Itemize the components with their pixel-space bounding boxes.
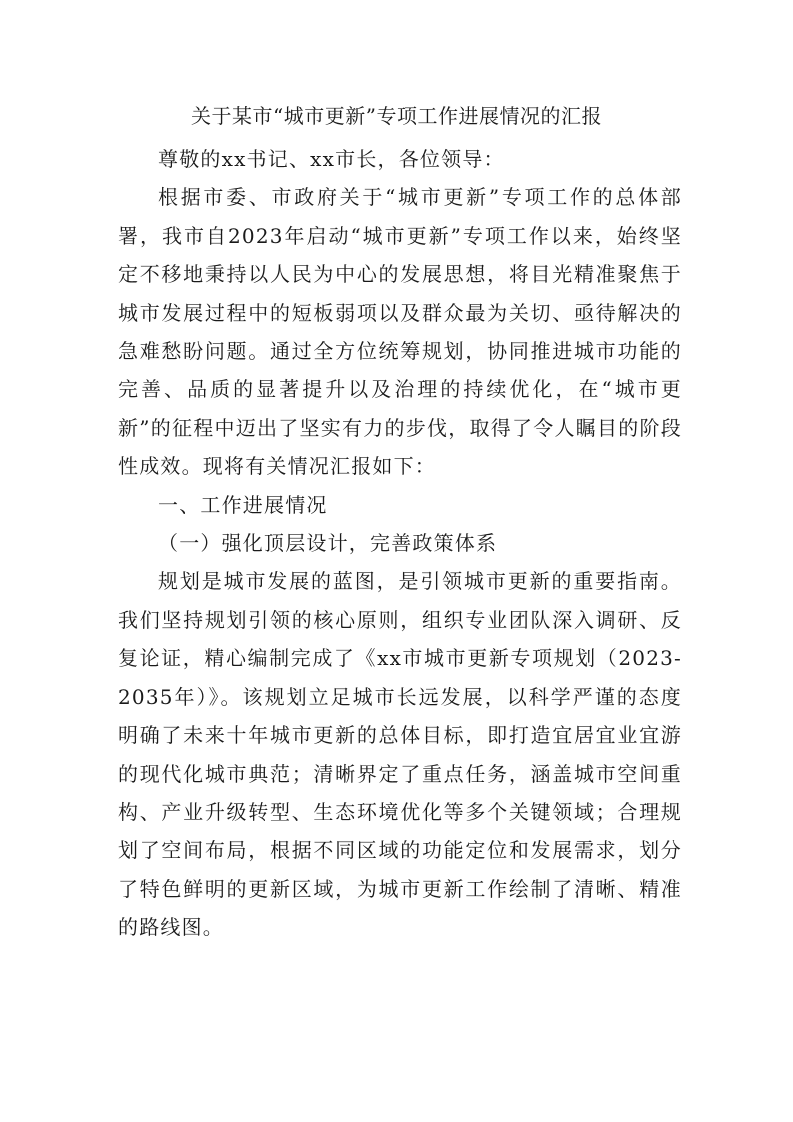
document-body [118,140,682,947]
body-paragraph: 规划是城市发展的蓝图，是引领城市更新的重要指南。我们坚持规划引领的核心原则，组织专业团队深入调研、反复论证，精心编制完成了《xx市城市更新专项规划（2023-2035年）》。该规划立足城市长远发展，以科学严谨的态度明确了未来十年城市更新的总体目标，即打造宜居宜业宜游的现代化城市典范；清晰界定了重点任务，涵盖城市空间重构、产业升级转型、生态环境优化等多个关键领域；合理规划了空间布局，根据不同区域的功能定位和发展需求，划分了特色鲜明的更新区域，为城市更新工作绘制了清晰、精准的路线图。 [118,569,682,940]
document-title: 关于某市“城市更新”专项工作进展情况的汇报 [191,104,602,128]
intro-paragraph: 根据市委、市政府关于“城市更新”专项工作的总体部署，我市自2023年启动“城市更新”专项工作以来，始终坚定不移地秉持以人民为中心的发展思想，将目光精准聚焦于城市发展过程中的短板弱项以及群众最为关切、亟待解决的急难愁盼问题。通过全方位统筹规划，协同推进城市功能的完善、品质的显著提升以及治理的持续优化，在“城市更新”的征程中迈出了坚实有力的步伐，取得了令人瞩目的阶段性成效。现将有关情况汇报如下： [118,185,682,479]
salutation: 尊敬的xx书记、xx市长，各位领导： [158,147,505,171]
section-heading: 一、工作进展情况 [158,492,328,517]
subsection-heading: （一）强化顶层设计，完善政策体系 [158,531,498,556]
